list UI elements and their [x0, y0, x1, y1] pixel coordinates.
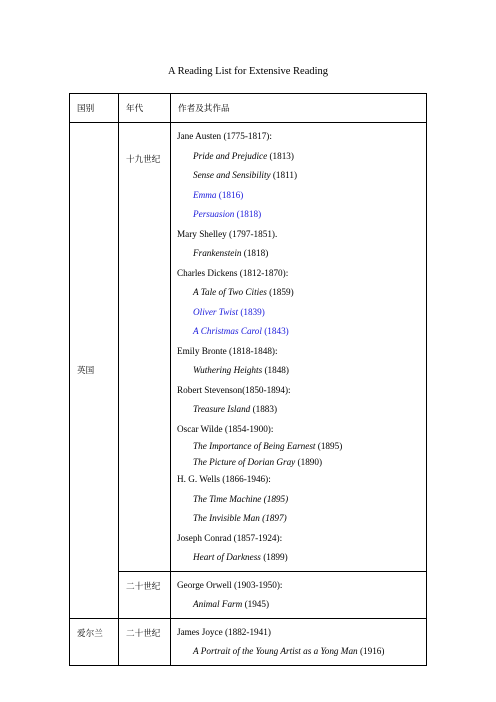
book: Pride and Prejudice (1813) [193, 150, 294, 161]
header-era: 年代 [119, 94, 171, 123]
author: Robert Stevenson(1850-1894): [177, 384, 291, 395]
works-britain-20 [171, 571, 427, 618]
author: Emily Bronte (1818-1848): [177, 345, 278, 356]
author: George Orwell (1903-1950): [177, 579, 283, 590]
author: Oscar Wilde (1854-1900): [177, 423, 274, 434]
header-works: 作者及其作品 [171, 94, 427, 123]
book: A Tale of Two Cities (1859) [193, 287, 294, 297]
author: Jane Austen (1775-1817): [177, 131, 272, 141]
book: Animal Farm (1945) [193, 599, 270, 609]
book: A Christmas Carol (1843) [193, 326, 289, 336]
book: Sense and Sensibility (1811) [193, 170, 298, 180]
header-country: 国别 [70, 94, 119, 123]
book: The Time Machine (1895) [193, 493, 289, 504]
book: Oliver Twist (1839) [193, 306, 265, 317]
era-20th-century: 二十世纪 [119, 571, 171, 618]
author: James Joyce (1882-1941) [177, 626, 271, 637]
author: H. G. Wells (1866-1946): [177, 474, 271, 484]
page-title: A Reading List for Extensive Reading [167, 66, 329, 77]
book: The Invisible Man (1897) [193, 513, 287, 523]
country-ireland: 爱尔兰 [70, 618, 119, 665]
book: Frankenstein (1818) [193, 248, 269, 258]
works-ireland-20 [171, 618, 427, 665]
table-row [70, 618, 427, 665]
book: Wuthering Heights (1848) [193, 365, 289, 375]
book: Heart of Darkness (1899) [193, 552, 288, 562]
era-19th-century: 十九世纪 [119, 123, 171, 572]
book: The Picture of Dorian Gray (1890) [193, 456, 323, 467]
author: Mary Shelley (1797-1851). [177, 228, 278, 239]
era-20th-century: 二十世纪 [119, 618, 171, 665]
book: Emma (1816) [193, 189, 244, 200]
table-row [70, 571, 427, 618]
book: The Importance of Being Earnest (1895) [193, 441, 343, 451]
book: Treasure Island (1883) [193, 404, 278, 414]
author: Charles Dickens (1812-1870): [177, 267, 289, 278]
country-britain: 英国 [70, 123, 119, 619]
reading-list-table [69, 93, 427, 666]
table-row [70, 123, 427, 572]
book: A Portrait of the Young Artist as a Yong Man (1916) [193, 646, 385, 656]
book: Persuasion (1818) [193, 209, 262, 219]
works-britain-19 [171, 123, 427, 572]
author: Joseph Conrad (1857-1924): [177, 532, 283, 543]
table-header-row [70, 94, 427, 123]
